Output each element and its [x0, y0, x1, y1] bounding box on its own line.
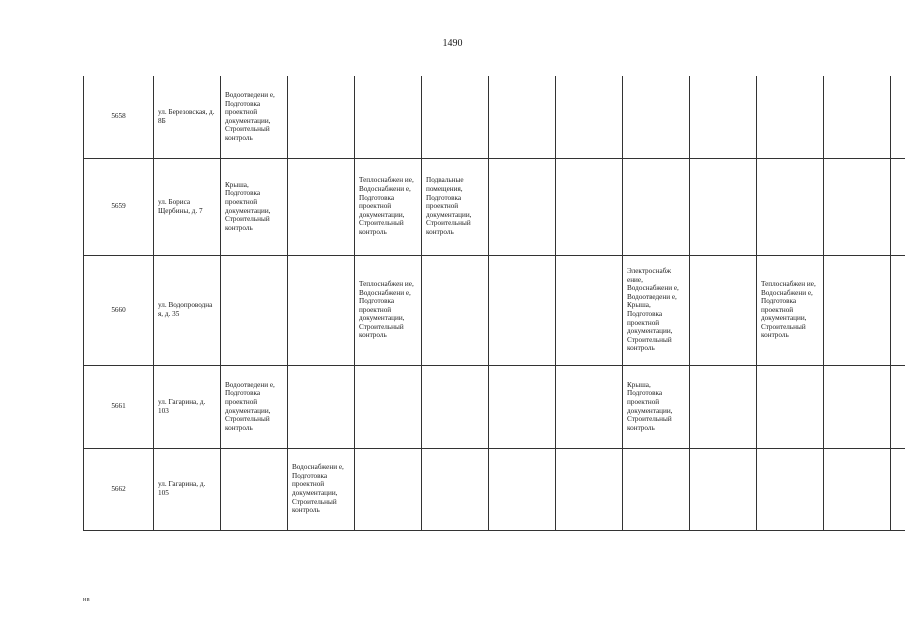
- table-row: [84, 365, 905, 448]
- work-type-cell: [690, 158, 757, 255]
- work-type-cell: [422, 365, 489, 448]
- table-row: [84, 76, 905, 158]
- address-cell: ул. Гагарина, д. 103: [154, 365, 221, 448]
- work-type-cell: Крыша, Подготовка проектной документации, Строительный контроль: [221, 158, 288, 255]
- work-type-cell: [288, 76, 355, 158]
- work-type-cell: [623, 76, 690, 158]
- work-type-cell: [221, 448, 288, 530]
- work-type-cell: [757, 365, 824, 448]
- work-type-cell: [891, 158, 905, 255]
- row-number-cell: 5662: [84, 448, 154, 530]
- table-row: [84, 255, 905, 365]
- work-type-cell: [422, 448, 489, 530]
- work-type-cell: [355, 365, 422, 448]
- work-type-cell: [556, 448, 623, 530]
- work-type-cell: Подвальные помещения, Подготовка проектной документации, Строительный контроль: [422, 158, 489, 255]
- work-type-cell: [623, 158, 690, 255]
- work-type-cell: [422, 255, 489, 365]
- work-type-cell: Водоснабжени е, Подготовка проектной документации, Строительный контроль: [288, 448, 355, 530]
- work-type-cell: [690, 76, 757, 158]
- work-type-cell: [891, 365, 905, 448]
- work-type-cell: [690, 448, 757, 530]
- work-type-cell: Теплоснабжен ие, Водоснабжени е, Подготовка проектной документации, Строительный контроль: [757, 255, 824, 365]
- work-type-cell: [757, 158, 824, 255]
- address-cell: ул. Березовская, д. 8Б: [154, 76, 221, 158]
- work-type-cell: [824, 76, 891, 158]
- address-cell: ул. Водопроводна я, д. 35: [154, 255, 221, 365]
- address-cell: ул. Гагарина, д. 105: [154, 448, 221, 530]
- work-type-cell: [288, 158, 355, 255]
- work-type-cell: [355, 448, 422, 530]
- work-type-cell: Электроснабж ение, Водоснабжени е, Водоотведени е, Крыша, Подготовка проектной документации, Строительный контроль: [623, 255, 690, 365]
- work-type-cell: [891, 255, 905, 365]
- work-type-cell: [623, 448, 690, 530]
- work-type-cell: [556, 255, 623, 365]
- work-type-cell: [288, 365, 355, 448]
- page-number: 1490: [442, 38, 463, 49]
- work-type-cell: [824, 365, 891, 448]
- table-body: [84, 76, 905, 530]
- work-type-cell: [489, 365, 556, 448]
- work-type-cell: [489, 255, 556, 365]
- work-type-cell: [690, 255, 757, 365]
- work-type-cell: Водоотведени е, Подготовка проектной документации, Строительный контроль: [221, 365, 288, 448]
- row-number-cell: 5661: [84, 365, 154, 448]
- row-number-cell: 5658: [84, 76, 154, 158]
- work-type-cell: [824, 448, 891, 530]
- work-type-cell: [891, 448, 905, 530]
- work-type-cell: [422, 76, 489, 158]
- work-type-cell: [556, 76, 623, 158]
- footer-mark: нв: [83, 597, 91, 603]
- work-type-cell: [556, 365, 623, 448]
- row-number-cell: 5660: [84, 255, 154, 365]
- works-schedule-table: [83, 76, 905, 531]
- work-type-cell: [489, 76, 556, 158]
- table-row: [84, 158, 905, 255]
- work-type-cell: [556, 158, 623, 255]
- work-type-cell: [355, 76, 422, 158]
- address-cell: ул. Бориса Щербины, д. 7: [154, 158, 221, 255]
- table-row: [84, 448, 905, 530]
- work-type-cell: Крыша, Подготовка проектной документации, Строительный контроль: [623, 365, 690, 448]
- work-type-cell: [824, 158, 891, 255]
- work-type-cell: [288, 255, 355, 365]
- work-type-cell: [690, 365, 757, 448]
- work-type-cell: [221, 255, 288, 365]
- work-type-cell: [757, 448, 824, 530]
- work-type-cell: [757, 76, 824, 158]
- work-type-cell: Теплоснабжен ие, Водоснабжени е, Подготовка проектной документации, Строительный контроль: [355, 255, 422, 365]
- work-type-cell: Водоотведени е, Подготовка проектной документации, Строительный контроль: [221, 76, 288, 158]
- row-number-cell: 5659: [84, 158, 154, 255]
- work-type-cell: [824, 255, 891, 365]
- work-type-cell: [891, 76, 905, 158]
- work-type-cell: [489, 448, 556, 530]
- work-type-cell: Теплоснабжен ие, Водоснабжени е, Подготовка проектной документации, Строительный контроль: [355, 158, 422, 255]
- work-type-cell: [489, 158, 556, 255]
